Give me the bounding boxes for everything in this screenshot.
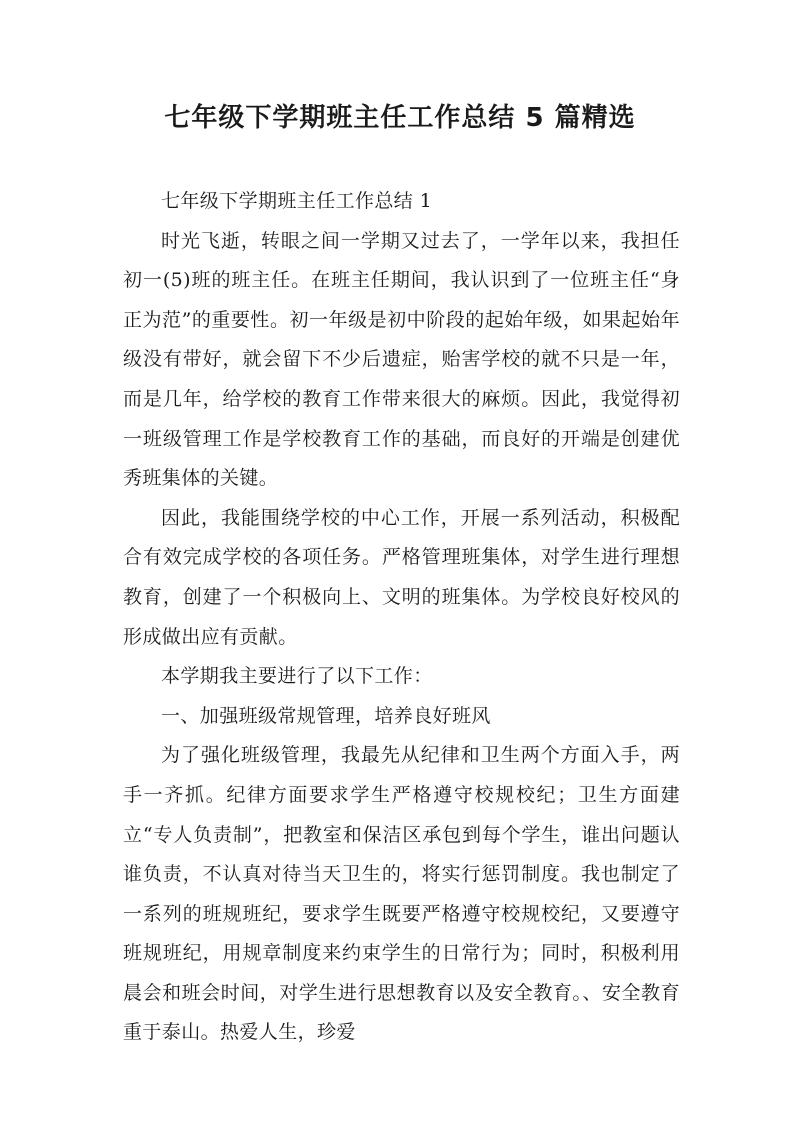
section-heading: 七年级下学期班主任工作总结 1 [161,190,433,212]
paragraph: 本学期我主要进行了以下工作： [161,665,433,688]
subsection-heading: 一、加强班级常规管理，培养良好班风 [161,704,491,727]
document-title: 七年级下学期班主任工作总结 5 篇精选 [164,103,636,133]
paragraph: 时光飞逝，转眼之间一学期又过去了，一学年以来，我担任初一(5)班的班主任。在班主任期间，我认识到了一位班主任“身正为范”的重要性。初一年级是初中阶段的起始年级，如果起始年级没有带好，就会留下不少后遗症，贻害学校的就不只是一年，而是几年，给学校的教育工作带来很大的麻烦。因此，我觉得初一班级管理工作是学校教育工作的基础，而良好的开端是创建优秀班集体的关键。 [123,229,680,490]
paragraph: 因此，我能围绕学校的中心工作，开展一系列活动，积极配合有效完成学校的各项任务。严格管理班集体，对学生进行理想教育，创建了一个积极向上、文明的班集体。为学校良好校风的形成做出应有贡献。 [123,506,680,648]
document-body [123,182,680,1053]
paragraph: 为了强化班级管理，我最先从纪律和卫生两个方面入手，两手一齐抓。纪律方面要求学生严格遵守校规校纪；卫生方面建立“专人负责制”，把教室和保洁区承包到每个学生，谁出问题认谁负责，不认真对待当天卫生的，将实行惩罚制度。我也制定了一系列的班规班纪，要求学生既要严格遵守校规校纪，又要遵守班规班纪，用规章制度来约束学生的日常行为；同时，积极利用晨会和班会时间，对学生进行思想教育以及安全教育。、安全教育重于泰山。热爱人生，珍爱 [123,744,680,1044]
